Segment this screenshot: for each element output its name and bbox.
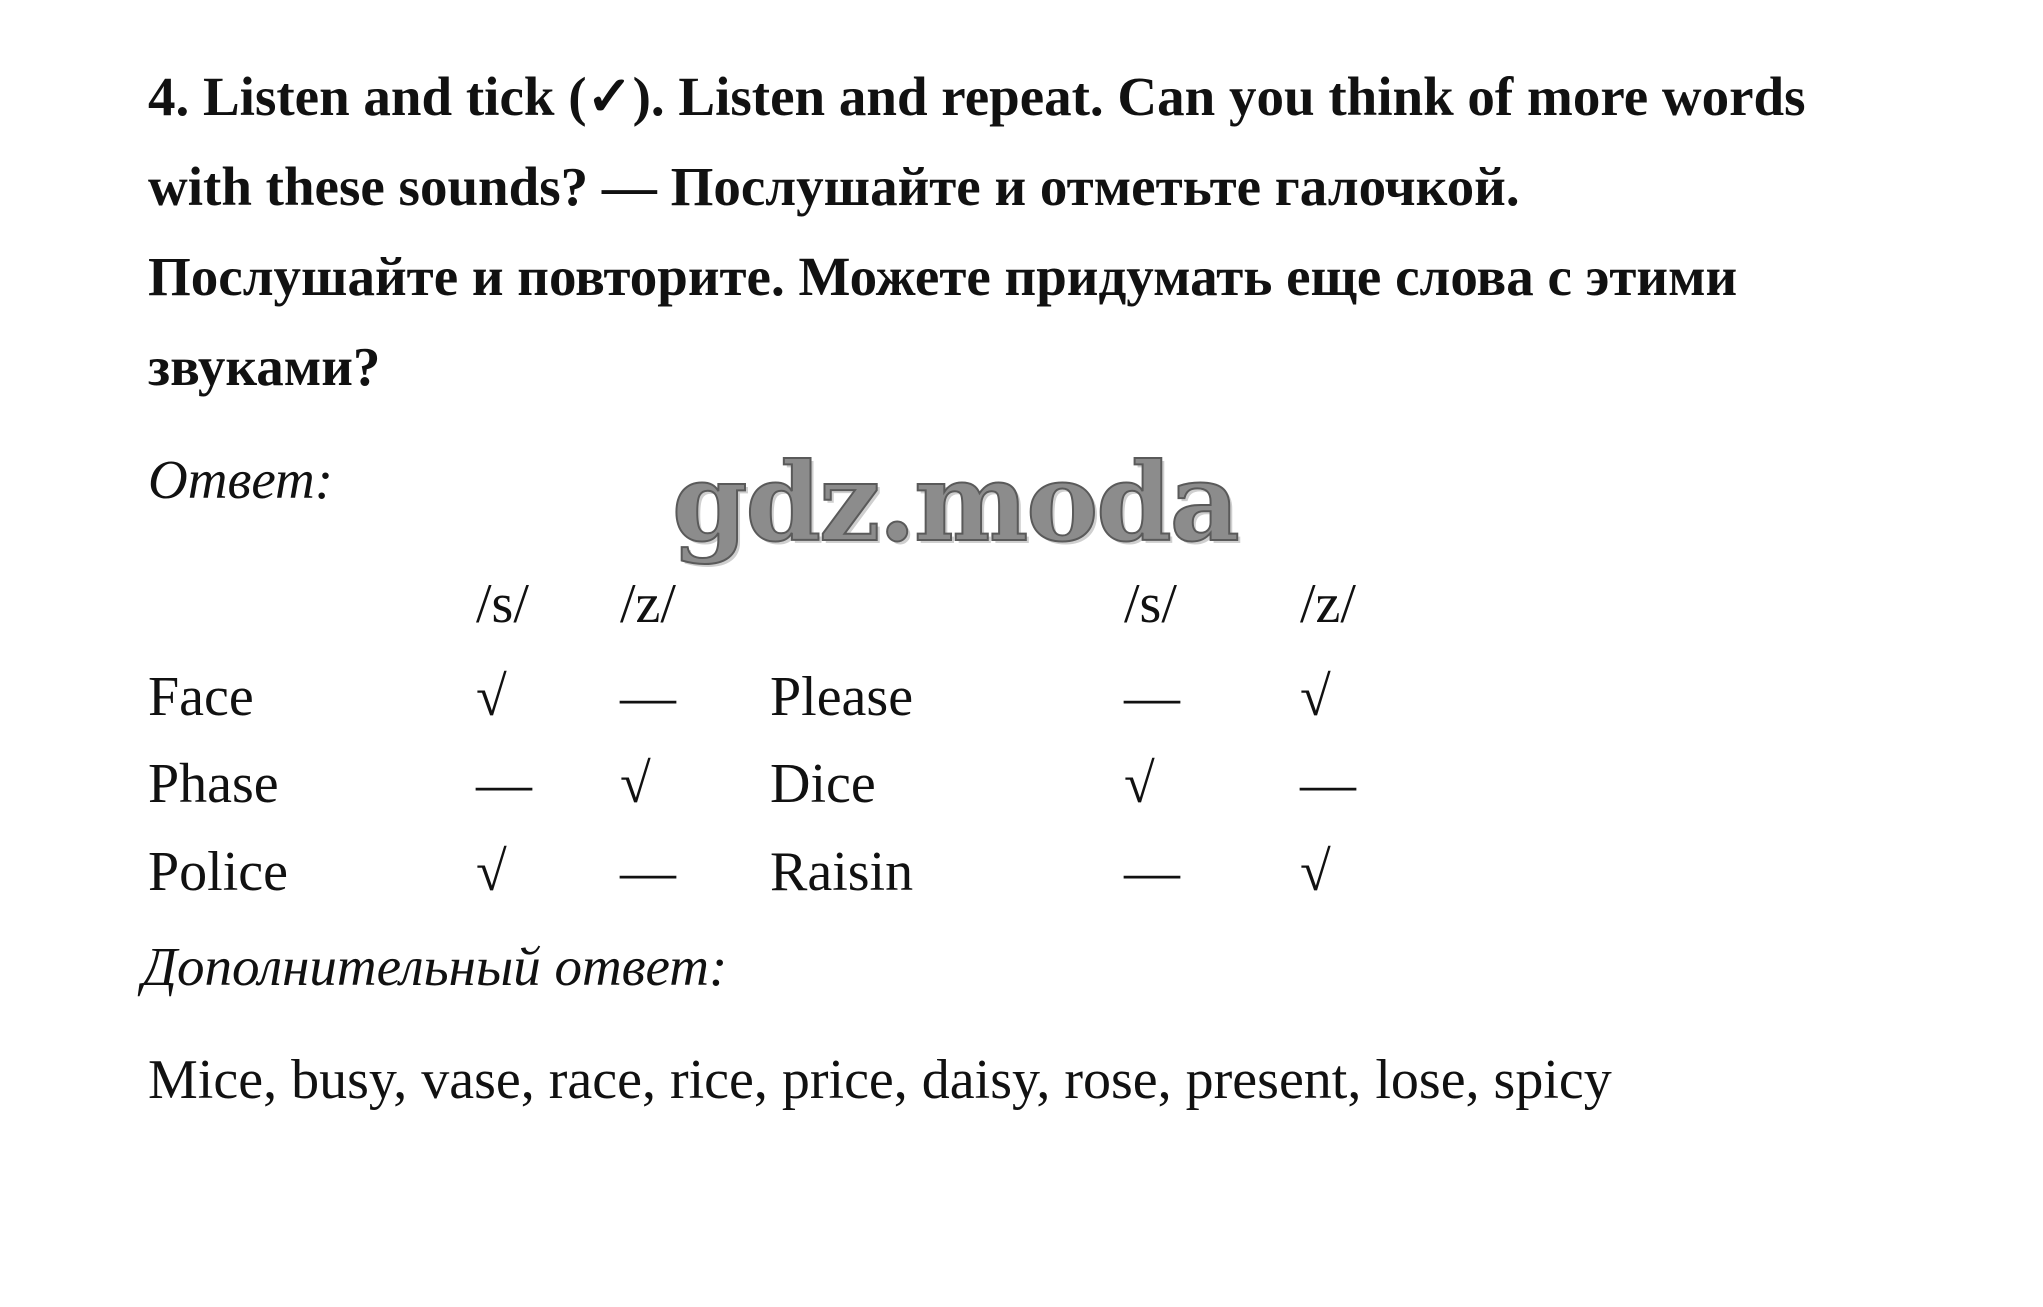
table-row-word-right: Raisin [770,841,914,903]
table-row-word-left: Face [148,666,254,728]
header-s-right: /s/ [1124,573,1177,635]
table-cell-mark: — [1124,841,1180,903]
table-cell-mark: — [1124,666,1180,728]
table-cell-mark: — [620,666,676,728]
task-instructions [148,52,1948,412]
table-cell-mark: √ [476,841,507,903]
extra-answer-label: Дополнительный ответ: [142,936,728,997]
table-cell-mark: √ [1300,666,1331,728]
table-cell-mark: — [620,841,676,903]
table-cell-mark: √ [620,753,651,815]
table-cell-mark: √ [476,666,507,728]
task-line: Послушайте и повторите. Можете придумать еще слова с этими [148,246,1738,307]
header-z-right: /z/ [1300,573,1356,635]
watermark-logo: gdz.moda [672,440,1238,566]
answer-label: Ответ: [148,449,334,510]
header-z-left: /z/ [620,573,676,635]
table-row-word-right: Dice [770,753,876,815]
header-s-left: /s/ [476,573,529,635]
extra-words-list: Mice, busy, vase, race, rice, price, daisy, rose, present, lose, spicy [148,1049,1612,1111]
table-cell-mark: — [476,753,532,815]
table-cell-mark: √ [1124,753,1155,815]
table-cell-mark: — [1300,753,1356,815]
task-line: звуками? [148,336,381,397]
table-cell-mark: √ [1300,841,1331,903]
table-row-word-left: Police [148,841,288,903]
task-line: 4. Listen and tick (✓). Listen and repeat. Can you think of more words [148,66,1806,127]
table-row-word-right: Please [770,666,914,728]
table-row-word-left: Phase [148,753,279,815]
task-line: with these sounds? — Послушайте и отметьте галочкой. [148,156,1520,217]
